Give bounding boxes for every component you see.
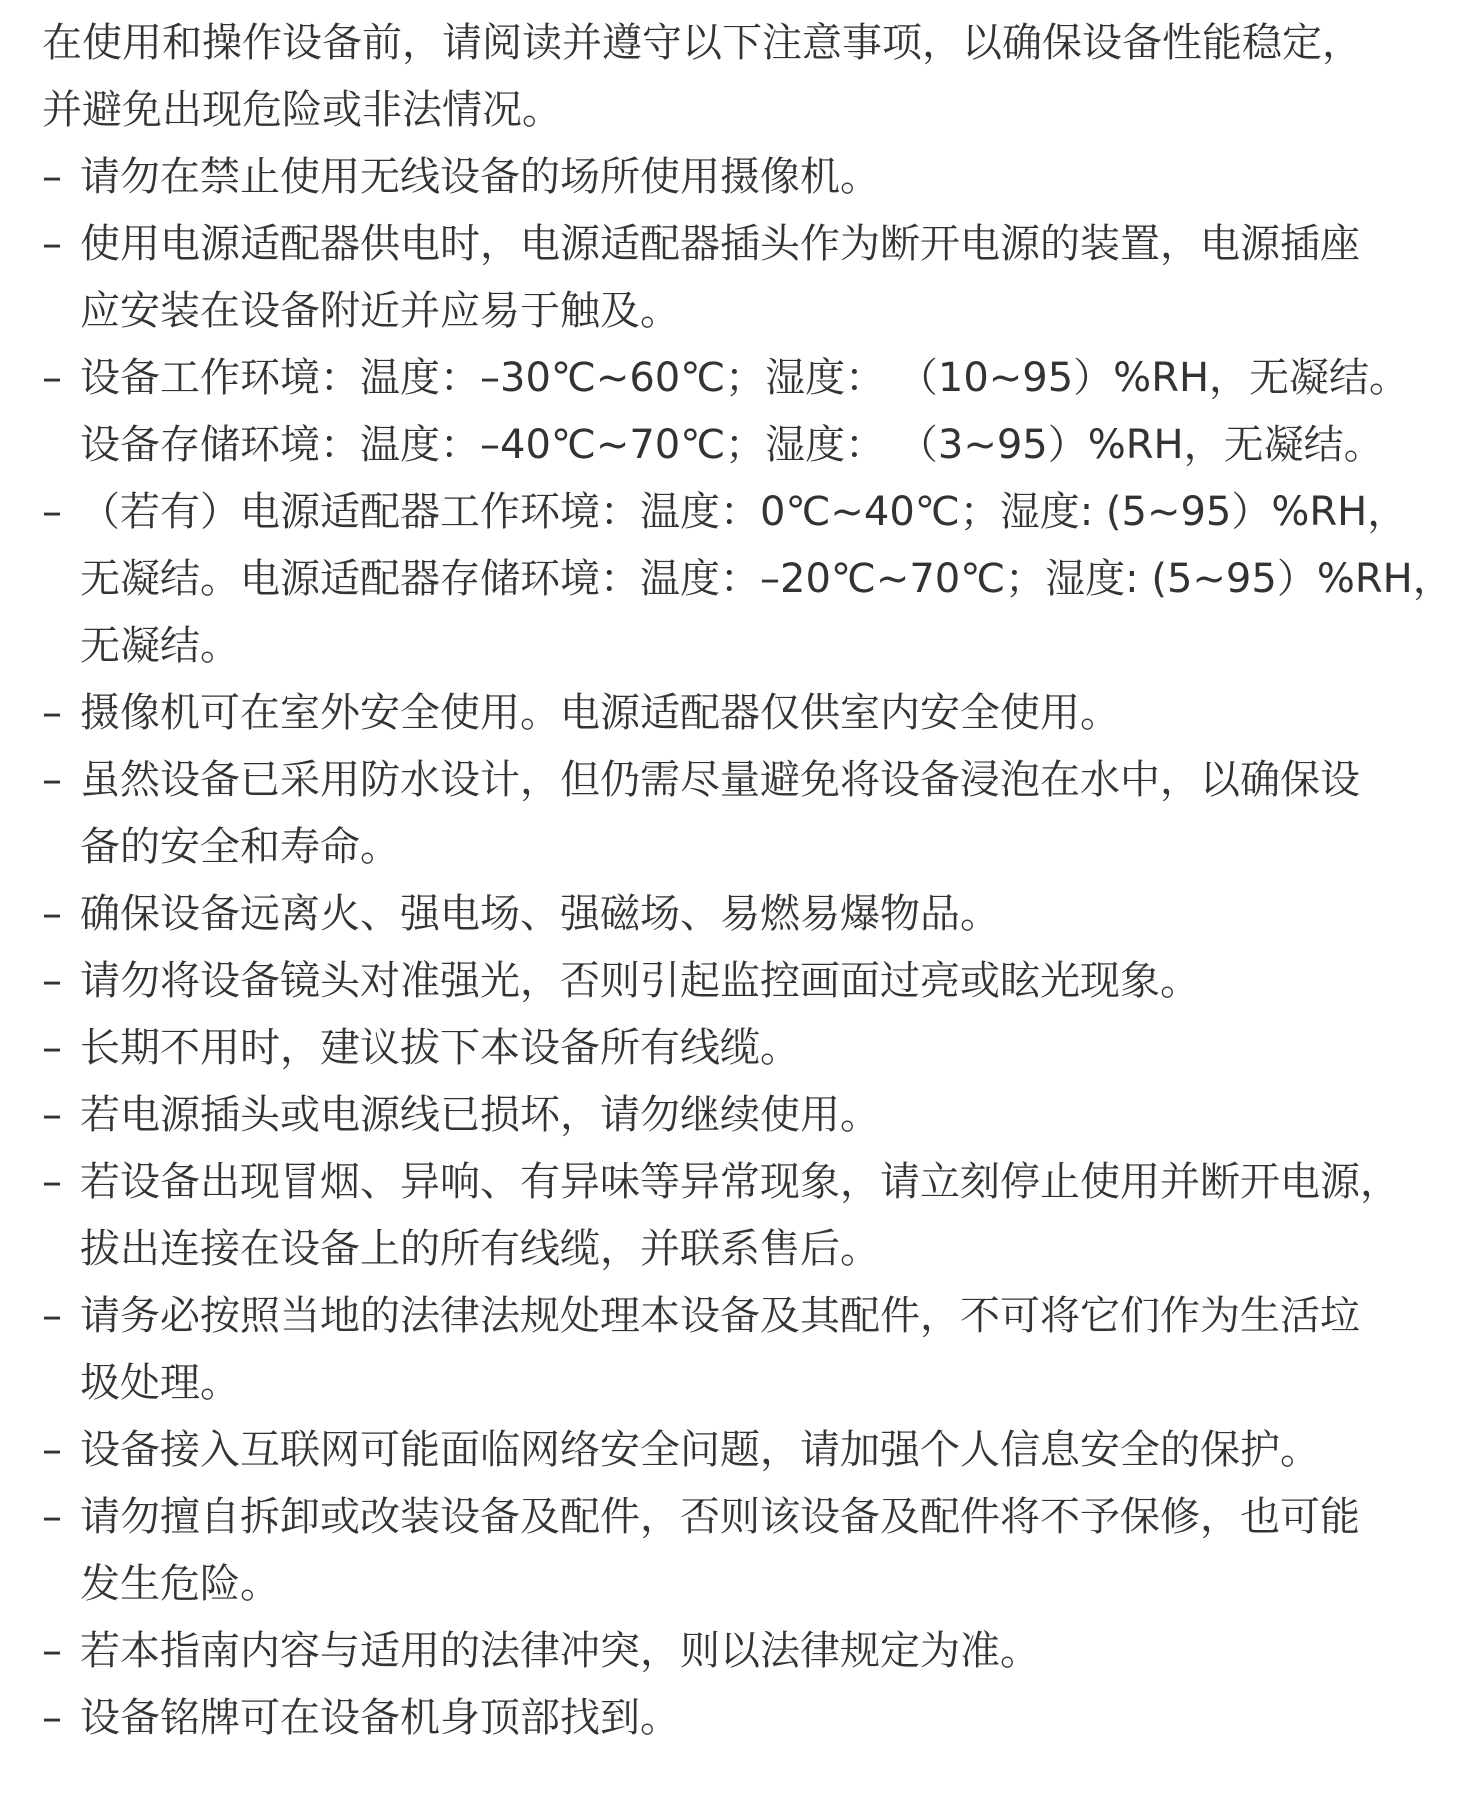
- list-item-1: [42, 144, 1442, 211]
- list-item-5: [42, 680, 1442, 747]
- bullet-dash: –: [42, 1695, 62, 1741]
- list-item-text-cont: 拔出连接在设备上的所有线缆，并联系售后。: [80, 1226, 880, 1272]
- list-item-7: [42, 881, 1442, 948]
- bullet-dash: –: [42, 1427, 62, 1473]
- list-item-text: 请勿擅自拆卸或改装设备及配件，否则该设备及配件将不予保修，也可能: [80, 1494, 1360, 1540]
- safety-notice: [42, 10, 1453, 1752]
- bullet-dash: –: [42, 891, 62, 937]
- list-item-text: 使用电源适配器供电时，电源适配器插头作为断开电源的装置，电源插座: [80, 221, 1360, 267]
- list-item-text: 设备接入互联网可能面临网络安全问题，请加强个人信息安全的保护。: [80, 1427, 1320, 1473]
- list-item-2: [42, 211, 1442, 345]
- list-item-text: 设备铭牌可在设备机身顶部找到。: [80, 1695, 680, 1741]
- bullet-dash: –: [42, 221, 62, 267]
- bullet-dash: –: [42, 1494, 62, 1540]
- list-item-text-cont: 无凝结。: [80, 623, 240, 669]
- intro-line-2: 并避免出现危险或非法情况。: [42, 87, 562, 133]
- list-item-9: [42, 1015, 1442, 1082]
- list-item-13: [42, 1417, 1442, 1484]
- bullet-dash: –: [42, 1293, 62, 1339]
- list-item-8: [42, 948, 1442, 1015]
- list-item-text: 请勿将设备镜头对准强光，否则引起监控画面过亮或眩光现象。: [80, 958, 1200, 1004]
- list-item-text-cont: 无凝结。电源适配器存储环境：温度：–20℃~70℃；湿度: (5~95）%RH，: [80, 556, 1453, 602]
- list-item-text: 虽然设备已采用防水设计，但仍需尽量避免将设备浸泡在水中，以确保设: [80, 757, 1360, 803]
- list-item-text: 确保设备远离火、强电场、强磁场、易燃易爆物品。: [80, 891, 1000, 937]
- list-item-text: 若设备出现冒烟、异响、有异味等异常现象，请立刻停止使用并断开电源，: [80, 1159, 1400, 1205]
- list-item-10: [42, 1082, 1442, 1149]
- list-item-text: 摄像机可在室外安全使用。电源适配器仅供室内安全使用。: [80, 690, 1120, 736]
- bullet-dash: –: [42, 690, 62, 736]
- list-item-text: 请勿在禁止使用无线设备的场所使用摄像机。: [80, 154, 880, 200]
- list-item-16: [42, 1685, 1442, 1752]
- list-item-text-cont: 发生危险。: [80, 1561, 280, 1607]
- list-item-text-cont: 备的安全和寿命。: [80, 824, 400, 870]
- list-item-text: 请务必按照当地的法律法规处理本设备及其配件，不可将它们作为生活垃: [80, 1293, 1360, 1339]
- list-item-text: 长期不用时，建议拔下本设备所有线缆。: [80, 1025, 800, 1071]
- list-item-text: 若本指南内容与适用的法律冲突，则以法律规定为准。: [80, 1628, 1040, 1674]
- bullet-dash: –: [42, 1159, 62, 1205]
- bullet-dash: –: [42, 1025, 62, 1071]
- list-item-4: [42, 479, 1453, 680]
- bullet-dash: –: [42, 154, 62, 200]
- list-item-text-cont: 圾处理。: [80, 1360, 240, 1406]
- list-item-15: [42, 1618, 1442, 1685]
- bullet-dash: –: [42, 1092, 62, 1138]
- list-item-text-cont: 应安装在设备附近并应易于触及。: [80, 288, 680, 334]
- list-item-3: [42, 345, 1442, 479]
- bullet-dash: –: [42, 1628, 62, 1674]
- list-item-text: 若电源插头或电源线已损坏，请勿继续使用。: [80, 1092, 880, 1138]
- bullet-dash: –: [42, 355, 62, 401]
- list-item-6: [42, 747, 1442, 881]
- bullet-dash: –: [42, 757, 62, 803]
- list-item-11: [42, 1149, 1442, 1283]
- list-item-12: [42, 1283, 1442, 1417]
- list-item-text: 设备工作环境：温度：–30℃~60℃；湿度： （10~95）%RH，无凝结。: [80, 355, 1410, 401]
- list-item-text-cont: 设备存储环境：温度：–40℃~70℃；湿度： （3~95）%RH，无凝结。: [80, 422, 1384, 468]
- bullet-dash: –: [42, 489, 62, 535]
- list-item-text: （若有）电源适配器工作环境：温度：0℃~40℃；湿度: (5~95）%RH，: [80, 489, 1408, 535]
- list-item-14: [42, 1484, 1442, 1618]
- bullet-dash: –: [42, 958, 62, 1004]
- intro-line-1: 在使用和操作设备前，请阅读并遵守以下注意事项，以确保设备性能稳定，: [42, 20, 1362, 66]
